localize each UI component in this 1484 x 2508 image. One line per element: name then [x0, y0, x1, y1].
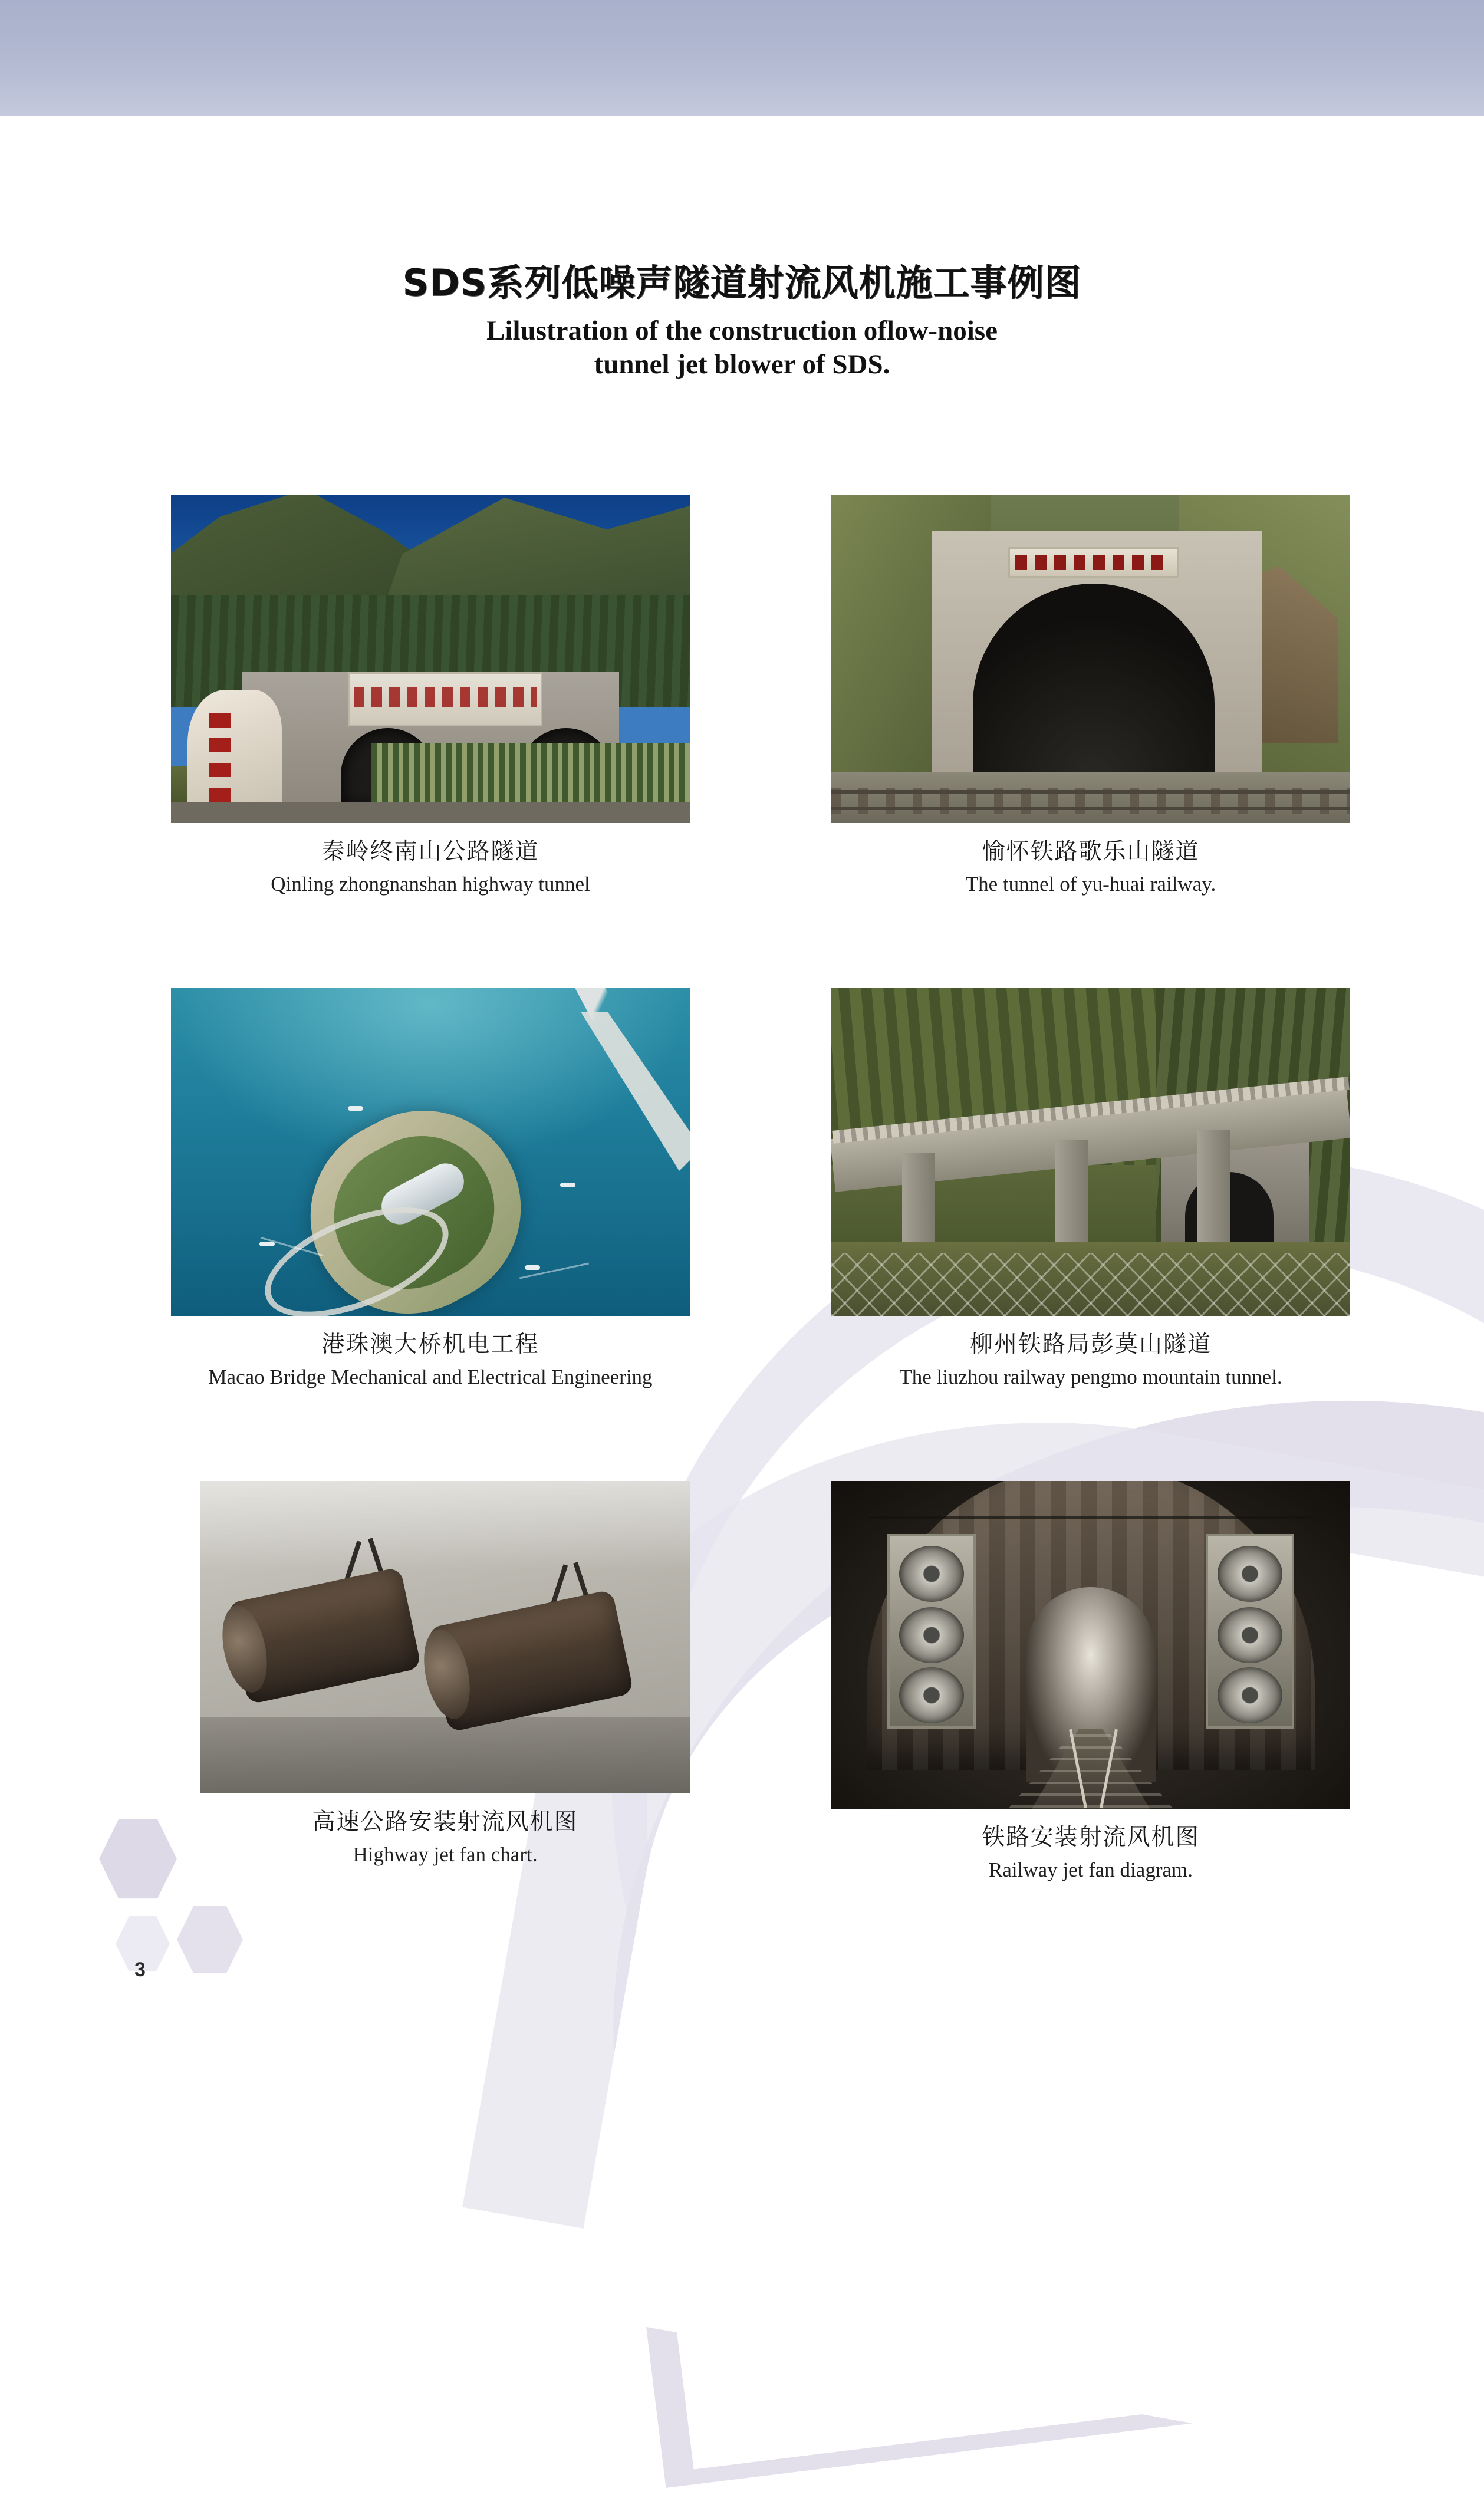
figure-caption [831, 838, 1350, 897]
figure-caption [171, 1331, 690, 1390]
figure-liuzhou-railway-pengmo-mountain-tunnel [831, 988, 1350, 1390]
figure-railway-jet-fan-diagram [831, 1481, 1350, 1882]
figure-highway-jet-fan-chart [200, 1481, 690, 1867]
photo-highway-jet-fan-chart [200, 1481, 690, 1793]
figure-caption-chinese: 秦岭终南山公路隧道 [321, 838, 539, 865]
page-title [0, 254, 1484, 382]
page-title-english-line2: tunnel jet blower of SDS. [594, 349, 890, 380]
page-title-english-line1: Lilustration of the construction oflow-noise [486, 315, 998, 346]
figure-caption [831, 1824, 1350, 1882]
figure-yu-huai-railway-tunnel [831, 495, 1350, 897]
figure-caption-chinese: 铁路安装射流风机图 [982, 1824, 1200, 1851]
figure-caption-english: Macao Bridge Mechanical and Electrical Engineering [208, 1365, 653, 1388]
figure-caption [171, 838, 690, 897]
figure-caption-chinese: 柳州铁路局彭莫山隧道 [969, 1331, 1212, 1358]
figure-caption-chinese: 高速公路安装射流风机图 [312, 1809, 578, 1835]
figure-caption-english: Qinling zhongnanshan highway tunnel [271, 872, 590, 896]
figure-row [0, 988, 1484, 1481]
page-number: 3 [134, 1959, 146, 1981]
figure-qinling-zhongnanshan-highway-tunnel [171, 495, 690, 897]
figure-grid [0, 495, 1484, 1974]
page-title-english [300, 314, 1184, 382]
figure-caption-english: Railway jet fan diagram. [989, 1858, 1193, 1881]
figure-row [0, 1481, 1484, 1974]
figure-caption-chinese: 港珠澳大桥机电工程 [321, 1331, 539, 1358]
figure-caption-english: Highway jet fan chart. [353, 1842, 538, 1866]
photo-railway-jet-fan-diagram [831, 1481, 1350, 1809]
photo-macao-bridge-mechanical-electrical [171, 988, 690, 1316]
figure-caption-chinese: 愉怀铁路歌乐山隧道 [982, 838, 1200, 865]
photo-liuzhou-railway-pengmo-mountain-tunnel [831, 988, 1350, 1316]
figure-caption [200, 1809, 690, 1867]
figure-caption-english: The tunnel of yu-huai railway. [965, 872, 1216, 896]
figure-macao-bridge-mechanical-electrical [171, 988, 690, 1390]
figure-row [0, 495, 1484, 988]
photo-yu-huai-railway-tunnel [831, 495, 1350, 823]
figure-caption [831, 1331, 1350, 1390]
figure-caption-english: The liuzhou railway pengmo mountain tunnel. [899, 1365, 1282, 1388]
photo-qinling-zhongnanshan-highway-tunnel [171, 495, 690, 823]
page-title-chinese: SDS系列低噪声隧道射流风机施工事例图 [402, 261, 1082, 304]
